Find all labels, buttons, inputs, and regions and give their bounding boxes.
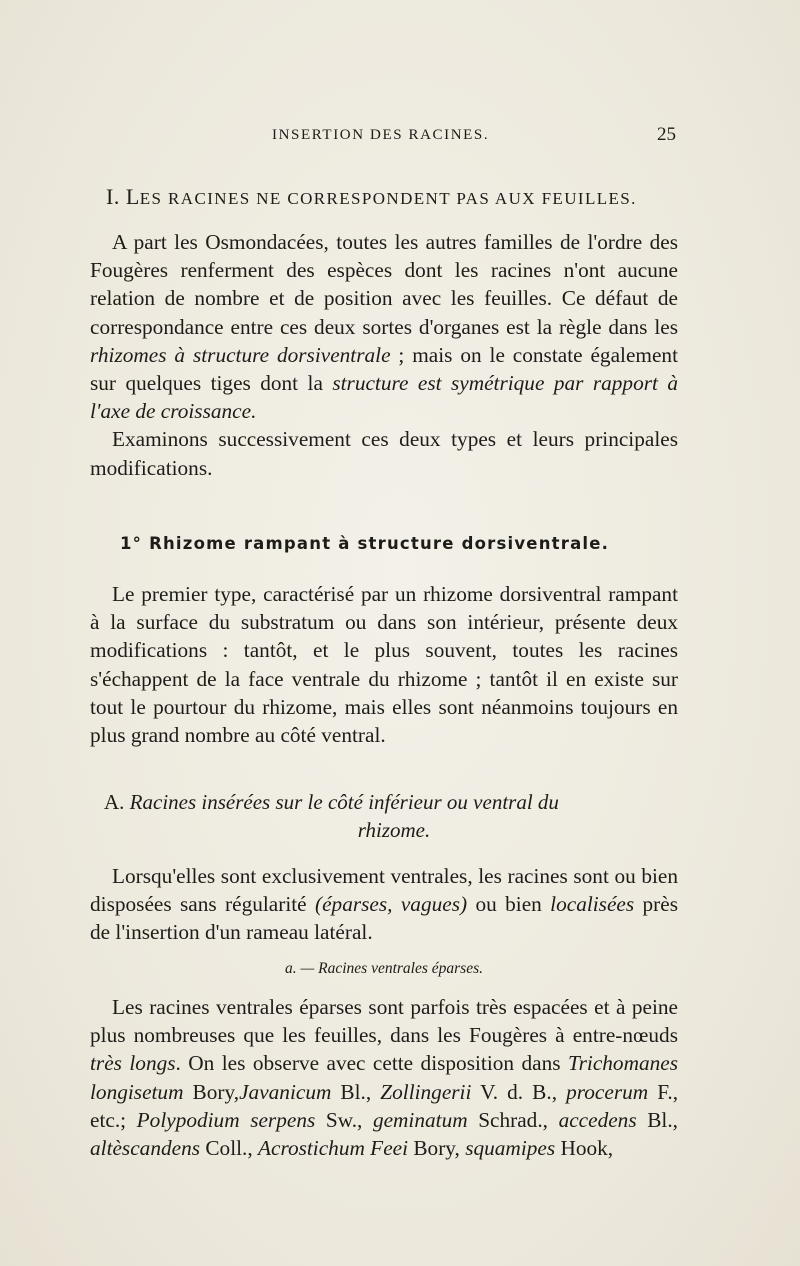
text-run: Hook, xyxy=(555,1136,614,1161)
text-run: Lorsqu'elles sont exclusivement ventrales, les racines sont ou bien disposées sans régularité xyxy=(90,864,678,917)
section-title-lead: I. L xyxy=(106,184,140,209)
subsection-A-title xyxy=(104,788,684,844)
text-run: Bl., xyxy=(331,1079,381,1104)
italic-run: Javanicum xyxy=(239,1079,332,1104)
page-number: 25 xyxy=(657,124,676,145)
text-run: Bory, xyxy=(183,1079,240,1104)
subsection-1-title: 1° Rhizome rampant à structure dorsiventrale. xyxy=(120,534,610,553)
text-run: Sw., xyxy=(315,1107,373,1132)
italic-run: Acrostichum Feei xyxy=(258,1136,409,1161)
italic-run: Polypodium serpens xyxy=(136,1107,316,1132)
italic-run: squamipes xyxy=(465,1136,556,1161)
italic-run: rhizome. xyxy=(357,818,431,842)
text-run: Schrad., xyxy=(467,1107,559,1132)
intro-text xyxy=(90,228,678,482)
italic-run: geminatum xyxy=(372,1107,468,1132)
subsection-A-paragraph xyxy=(90,862,678,947)
subsection-1-text xyxy=(90,580,678,749)
text-run: Les racines ventrales éparses sont parfois très espacées et à peine plus nombreuses que les feuilles, dans les Fougères à entre-nœuds xyxy=(90,995,678,1048)
subsection-A-label: A. xyxy=(104,790,125,814)
italic-run: localisées xyxy=(550,892,635,917)
subsection-A-title-line2 xyxy=(104,816,684,844)
text-run: Bory, xyxy=(408,1136,466,1161)
section-title xyxy=(106,184,706,210)
italic-run: Trichomanes longisetum xyxy=(90,1051,678,1104)
italic-run: Racines insérées sur le côté inférieur ou ventral du xyxy=(129,790,559,814)
italic-run: structure est symétrique par rapport à l'axe de croissance. xyxy=(90,371,678,424)
text-run: A part les Osmondacées, toutes les autres familles de l'ordre des Fougères renferment des espèces dont les racines n'ont aucune relation de nombre et de position avec les feuilles. Ce défaut de correspondance entre ces deux sortes d'organes est la règle dans les xyxy=(90,230,678,339)
text-run: Coll., xyxy=(200,1136,258,1161)
section-title-rest: ES RACINES NE CORRESPONDENT PAS AUX FEUILLES. xyxy=(139,189,637,208)
running-head: INSERTION DES RACINES. xyxy=(272,127,490,143)
italic-run: procerum xyxy=(566,1079,649,1104)
italic-run: Zollingerii xyxy=(380,1079,472,1104)
subsection-a-text xyxy=(90,993,678,1162)
italic-run: rhizomes à structure dorsiventrale xyxy=(90,342,391,367)
italic-run: accedens xyxy=(558,1107,637,1132)
subsection-a-title: a. — Racines ventrales éparses. xyxy=(284,960,484,977)
text-run: près de l'insertion d'un rameau latéral. xyxy=(90,892,679,945)
text-run: Bl., xyxy=(636,1107,678,1132)
subsection-1-paragraph: Le premier type, caractérisé par un rhizome dorsiventral rampant à la surface du substratum ou dans son intérieur, présente deux modifications : tantôt, et le plus souvent, toutes les racines s'échappent de la face ventrale du rhizome ; tantôt il en existe sur tout le pourtour du rhizome, mais elles sont néanmoins toujours en plus grand nombre au côté ventral. xyxy=(90,582,678,748)
text-run: ; mais on le constate également sur quelques tiges dont la xyxy=(90,342,678,396)
italic-run: très longs xyxy=(90,1051,176,1076)
subsection-a-paragraph xyxy=(90,993,678,1162)
subsection-A-title-line1 xyxy=(104,788,684,816)
subsection-A-text xyxy=(90,862,678,947)
intro-paragraph-2: Examinons successivement ces deux types et leurs principales modifications. xyxy=(90,427,678,480)
italic-run: altèscandens xyxy=(90,1136,201,1161)
text-run: F., etc.; xyxy=(90,1079,679,1132)
text-run: ou bien xyxy=(467,892,551,917)
text-run: . On les observe avec cette disposition dans xyxy=(175,1051,568,1076)
intro-paragraph-1 xyxy=(90,228,678,425)
italic-run: (éparses, vagues) xyxy=(315,892,468,917)
text-run: V. d. B., xyxy=(471,1079,567,1104)
